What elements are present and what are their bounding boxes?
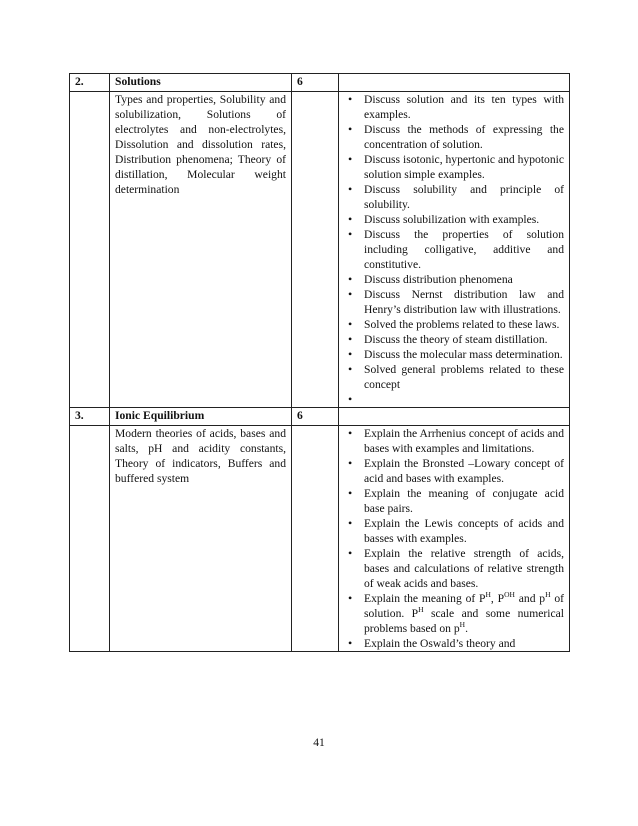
unit-number: 3. — [70, 408, 110, 426]
unit-header-row — [70, 408, 570, 426]
objective-item: • Discuss distribution phenomena — [344, 272, 564, 287]
unit-content-row — [70, 426, 570, 652]
objective-item — [344, 392, 564, 407]
objectives-cell — [339, 92, 570, 408]
objective-item: • Discuss the methods of expressing the concentration of solution. — [344, 122, 564, 152]
objective-item: • Explain the meaning of $P^H$, $P^{OH}$ and $p^H$ of solution. $P^H$ scale and some numerical problems based on $p^H$. — [344, 591, 564, 636]
objective-item: • Discuss solubility and principle of solubility. — [344, 182, 564, 212]
objectives-list — [344, 426, 564, 591]
unit-description: Modern theories of acids, bases and salts, pH and acidity constants, Theory of indicators, Buffers and buffered system — [110, 426, 292, 652]
empty-cell — [339, 74, 570, 92]
objective-item: • Explain the relative strength of acids, bases and calculations of relative strength of weak acids and bases. — [344, 546, 564, 591]
empty-cell — [292, 92, 339, 408]
page-number: 41 — [313, 736, 325, 749]
objective-item: • Explain the Oswald’s theory and — [344, 636, 564, 651]
unit-header-row — [70, 74, 570, 92]
empty-cell — [70, 426, 110, 652]
objective-item: • Discuss Nernst distribution law and Henry’s distribution law with illustrations. — [344, 287, 564, 317]
objectives-list — [344, 92, 564, 407]
objective-item: • Explain the meaning of conjugate acid base pairs. — [344, 486, 564, 516]
unit-number: 2. — [70, 74, 110, 92]
objective-item: • Discuss the theory of steam distillation. — [344, 332, 564, 347]
objective-item: • Explain the Arrhenius concept of acids and bases with examples and limitations. — [344, 426, 564, 456]
unit-description: Types and properties, Solubility and solubilization, Solutions of electrolytes and non-electrolytes, Dissolution and dissolution rates, Distribution phenomena; Theory of distillation, Molecular weight determination — [110, 92, 292, 408]
objective-item: • Explain the Bronsted –Lowary concept of acid and bases with examples. — [344, 456, 564, 486]
unit-hours: 6 — [292, 74, 339, 92]
objective-item: • Solved the problems related to these laws. — [344, 317, 564, 332]
objective-item: • Discuss the molecular mass determination. — [344, 347, 564, 362]
objective-item: • Explain the Lewis concepts of acids and basses with examples. — [344, 516, 564, 546]
unit-title: Ionic Equilibrium — [110, 408, 292, 426]
objectives-list-continued — [344, 591, 564, 651]
objective-item: • Discuss solution and its ten types with examples. — [344, 92, 564, 122]
objective-item: • Discuss solubilization with examples. — [344, 212, 564, 227]
objective-item: • Discuss isotonic, hypertonic and hypotonic solution simple examples. — [344, 152, 564, 182]
unit-title: Solutions — [110, 74, 292, 92]
empty-cell — [339, 408, 570, 426]
objective-item: • Solved general problems related to these concept — [344, 362, 564, 392]
unit-content-row — [70, 92, 570, 408]
empty-cell — [292, 426, 339, 652]
syllabus-table — [69, 73, 570, 652]
objective-item: • Discuss the properties of solution including colligative, additive and constitutive. — [344, 227, 564, 272]
unit-hours: 6 — [292, 408, 339, 426]
empty-cell — [70, 92, 110, 408]
objectives-cell — [339, 426, 570, 652]
